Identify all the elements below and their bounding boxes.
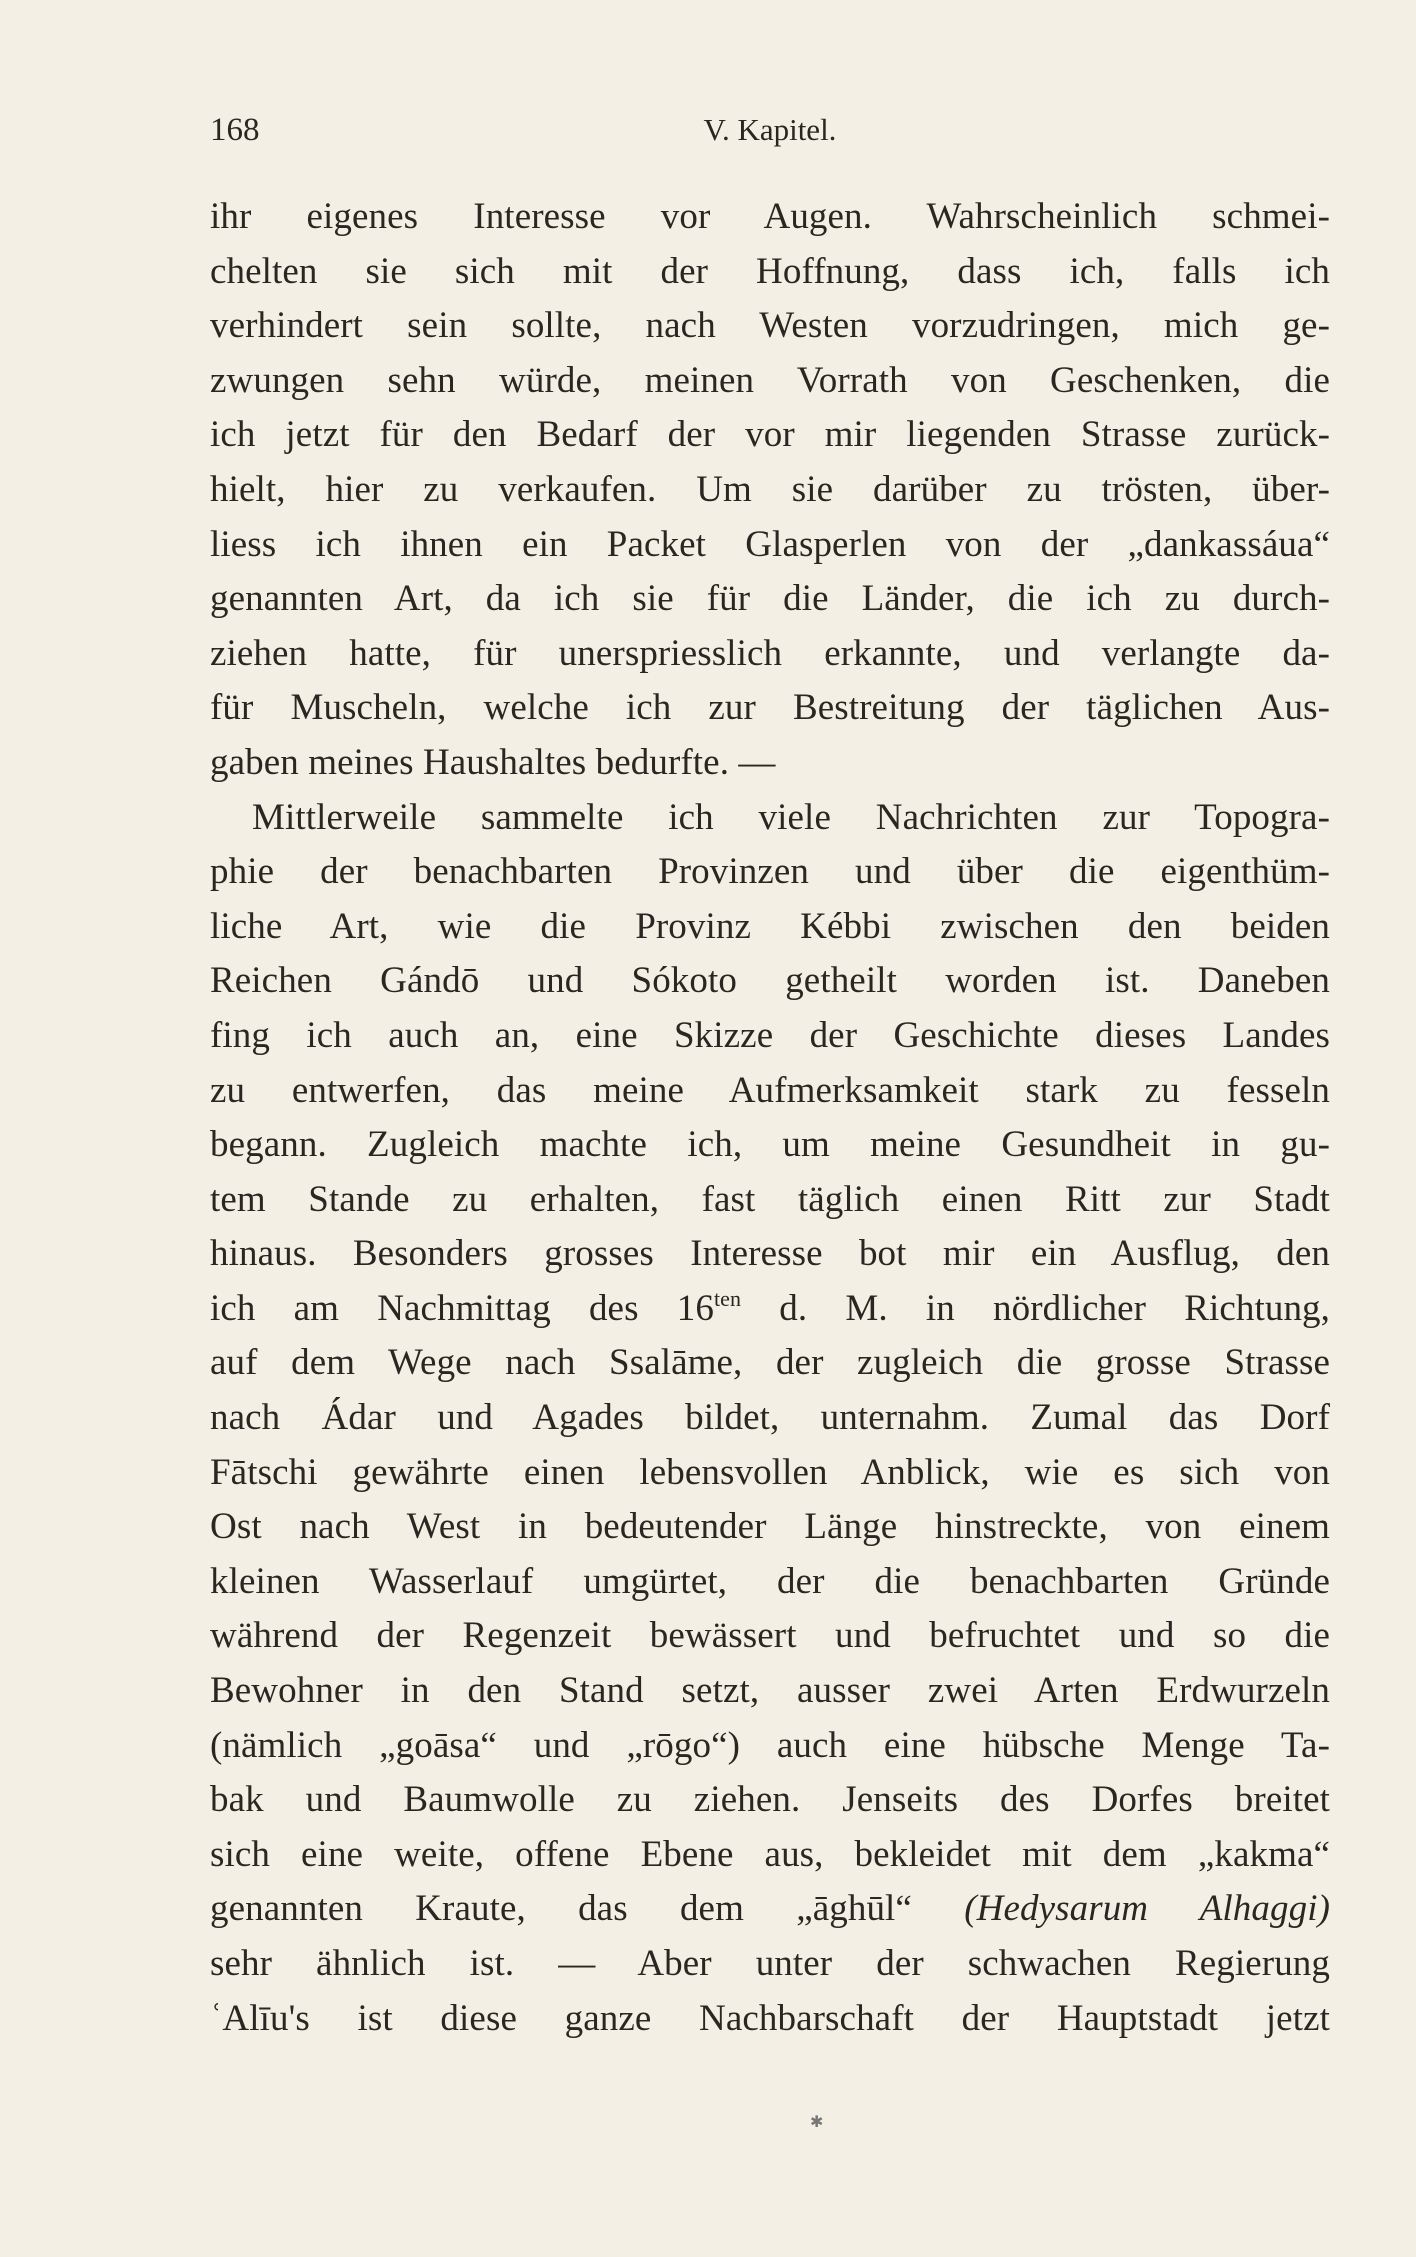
paragraph-end-line: gaben meines Haushaltes bedurfte. — <box>210 741 776 783</box>
text-line: ich jetzt für den Bedarf der vor mir liegenden Strasse zurück- <box>210 414 1330 456</box>
text-line: zwungen sehn würde, meinen Vorrath von Geschenken, die <box>210 359 1330 401</box>
text-line: ʿAlīu's ist diese ganze Nachbarschaft der Hauptstadt jetzt <box>210 1997 1330 2039</box>
superscript-ten: ten <box>713 1285 742 1311</box>
text-line: sich eine weite, offene Ebene aus, bekleidet mit dem „kakma“ <box>210 1833 1330 1875</box>
text-line: verhindert sein sollte, nach Westen vorzudringen, mich ge- <box>210 305 1330 347</box>
line-text-before: genannten Kraute, das dem „āghūl“ <box>210 1888 965 1930</box>
text-line: tem Stande zu erhalten, fast täglich einen Ritt zur Stadt <box>210 1178 1330 1220</box>
line-text-after: d. M. in nördlicher Richtung, <box>741 1287 1330 1329</box>
text-line: genannten Art, da ich sie für die Länder, die ich zu durch- <box>210 578 1330 620</box>
text-line: hinaus. Besonders grosses Interesse bot mir ein Ausflug, den <box>210 1233 1330 1275</box>
text-line-with-superscript <box>210 1282 1330 1337</box>
text-line: liche Art, wie die Provinz Kébbi zwischen den beiden <box>210 905 1330 947</box>
text-line: hielt, hier zu verkaufen. Um sie darüber zu trösten, über- <box>210 468 1330 510</box>
text-line: Fātschi gewährte einen lebensvollen Anblick, wie es sich von <box>210 1451 1330 1493</box>
text-line: liess ich ihnen ein Packet Glasperlen von der „dankassáua“ <box>210 523 1330 565</box>
line-text-before: ich am Nachmittag des 16 <box>210 1287 714 1329</box>
running-title: V. Kapitel. <box>703 112 837 147</box>
page-number: 168 <box>210 112 260 148</box>
text-line: nach Ádar und Agades bildet, unternahm. Zumal das Dorf <box>210 1397 1330 1439</box>
text-line: bak und Baumwolle zu ziehen. Jenseits des Dorfes breitet <box>210 1779 1330 1821</box>
page-header <box>210 112 1330 152</box>
text-line-with-italic <box>210 1882 1330 1937</box>
text-line: phie der benachbarten Provinzen und über die eigenthüm- <box>210 851 1330 893</box>
text-line: kleinen Wasserlauf umgürtet, der die benachbarten Gründe <box>210 1560 1330 1602</box>
text-line: für Muscheln, welche ich zur Bestreitung der täglichen Aus- <box>210 687 1330 729</box>
text-line: Bewohner in den Stand setzt, ausser zwei Arten Erdwurzeln <box>210 1670 1330 1712</box>
text-line: fing ich auch an, eine Skizze der Geschichte dieses Landes <box>210 1014 1330 1056</box>
text-line: chelten sie sich mit der Hoffnung, dass ich, falls ich <box>210 250 1330 292</box>
body-text <box>210 190 1330 2046</box>
text-line: auf dem Wege nach Ssalāme, der zugleich die grosse Strasse <box>210 1342 1330 1384</box>
text-line: begann. Zugleich machte ich, um meine Gesundheit in gu- <box>210 1124 1330 1166</box>
paragraph-start-line: Mittlerweile sammelte ich viele Nachrichten zur Topogra- <box>252 796 1330 838</box>
text-line: ziehen hatte, für unerspriesslich erkannte, und verlangte da- <box>210 632 1330 674</box>
text-line: ihr eigenes Interesse vor Augen. Wahrscheinlich schmei- <box>210 196 1330 237</box>
text-line: zu entwerfen, das meine Aufmerksamkeit stark zu fesseln <box>210 1069 1330 1111</box>
text-line: Ost nach West in bedeutender Länge hinstreckte, von einem <box>210 1506 1330 1548</box>
italic-botanical-name: (Hedysarum Alhaggi) <box>964 1888 1330 1930</box>
text-line: sehr ähnlich ist. — Aber unter der schwachen Regierung <box>210 1943 1330 1984</box>
text-line: während der Regenzeit bewässert und befruchtet und so die <box>210 1615 1330 1657</box>
text-line: (nämlich „goāsa“ und „rōgo“) auch eine hübsche Menge Ta- <box>210 1724 1330 1766</box>
text-line: Reichen Gándō und Sókoto getheilt worden ist. Daneben <box>210 960 1330 1002</box>
print-artifact-mark: ✱ <box>810 2114 824 2131</box>
